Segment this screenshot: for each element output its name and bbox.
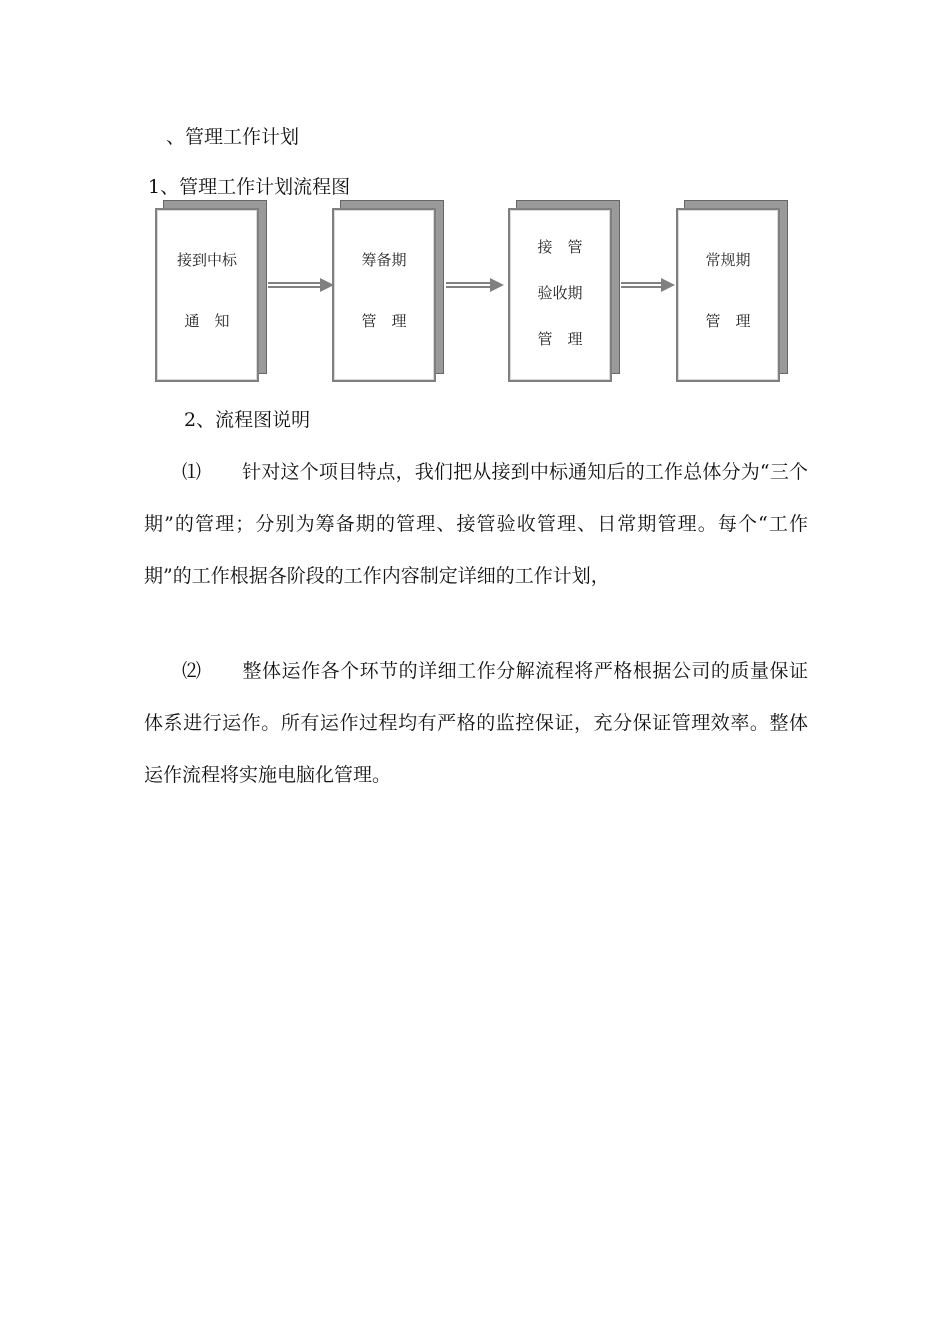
paragraph-number: ⑵	[182, 660, 202, 682]
flow-arrow-1	[268, 278, 334, 294]
flow-box-routine	[676, 200, 788, 382]
box-line: 筹备期	[361, 251, 407, 269]
box-line: 管 理	[361, 312, 407, 330]
paragraph-1	[144, 446, 808, 602]
box-line: 接到中标	[176, 251, 237, 269]
box-line: 常规期	[705, 251, 751, 269]
flow-box-takeover-acceptance	[508, 200, 620, 382]
section-title: 、管理工作计划	[166, 126, 300, 148]
box-front-layer	[508, 208, 612, 382]
flowchart-description-title: 2、流程图说明	[184, 409, 311, 431]
box-line: 管 理	[537, 330, 583, 348]
flow-box-bid-notice	[155, 200, 267, 382]
flowchart-title: 1、管理工作计划流程图	[148, 176, 351, 198]
flow-arrow-2	[446, 278, 504, 294]
box-line: 验收期	[537, 284, 583, 302]
box-front-layer	[676, 208, 780, 382]
paragraph-number: ⑴	[182, 461, 202, 483]
box-front-layer	[332, 208, 436, 382]
paragraph-text: 针对这个项目特点，我们把从接到中标通知后的工作总体分为“三个期”的管理；分别为筹备期的管理、接管验收管理、日常期管理。每个“工作期”的工作根据各阶段的工作内容制定详细的工作计划，	[144, 461, 808, 587]
paragraph-2	[144, 645, 808, 801]
box-line: 接 管	[537, 238, 583, 256]
box-line: 通 知	[184, 312, 230, 330]
box-front-layer	[155, 208, 259, 382]
paragraph-text: 整体运作各个环节的详细工作分解流程将严格根据公司的质量保证体系进行运作。所有运作过程均有严格的监控保证，充分保证管理效率。整体运作流程将实施电脑化管理。	[144, 660, 808, 786]
flow-box-preparation	[332, 200, 444, 382]
flow-arrow-3	[621, 278, 675, 294]
box-line: 管 理	[705, 312, 751, 330]
